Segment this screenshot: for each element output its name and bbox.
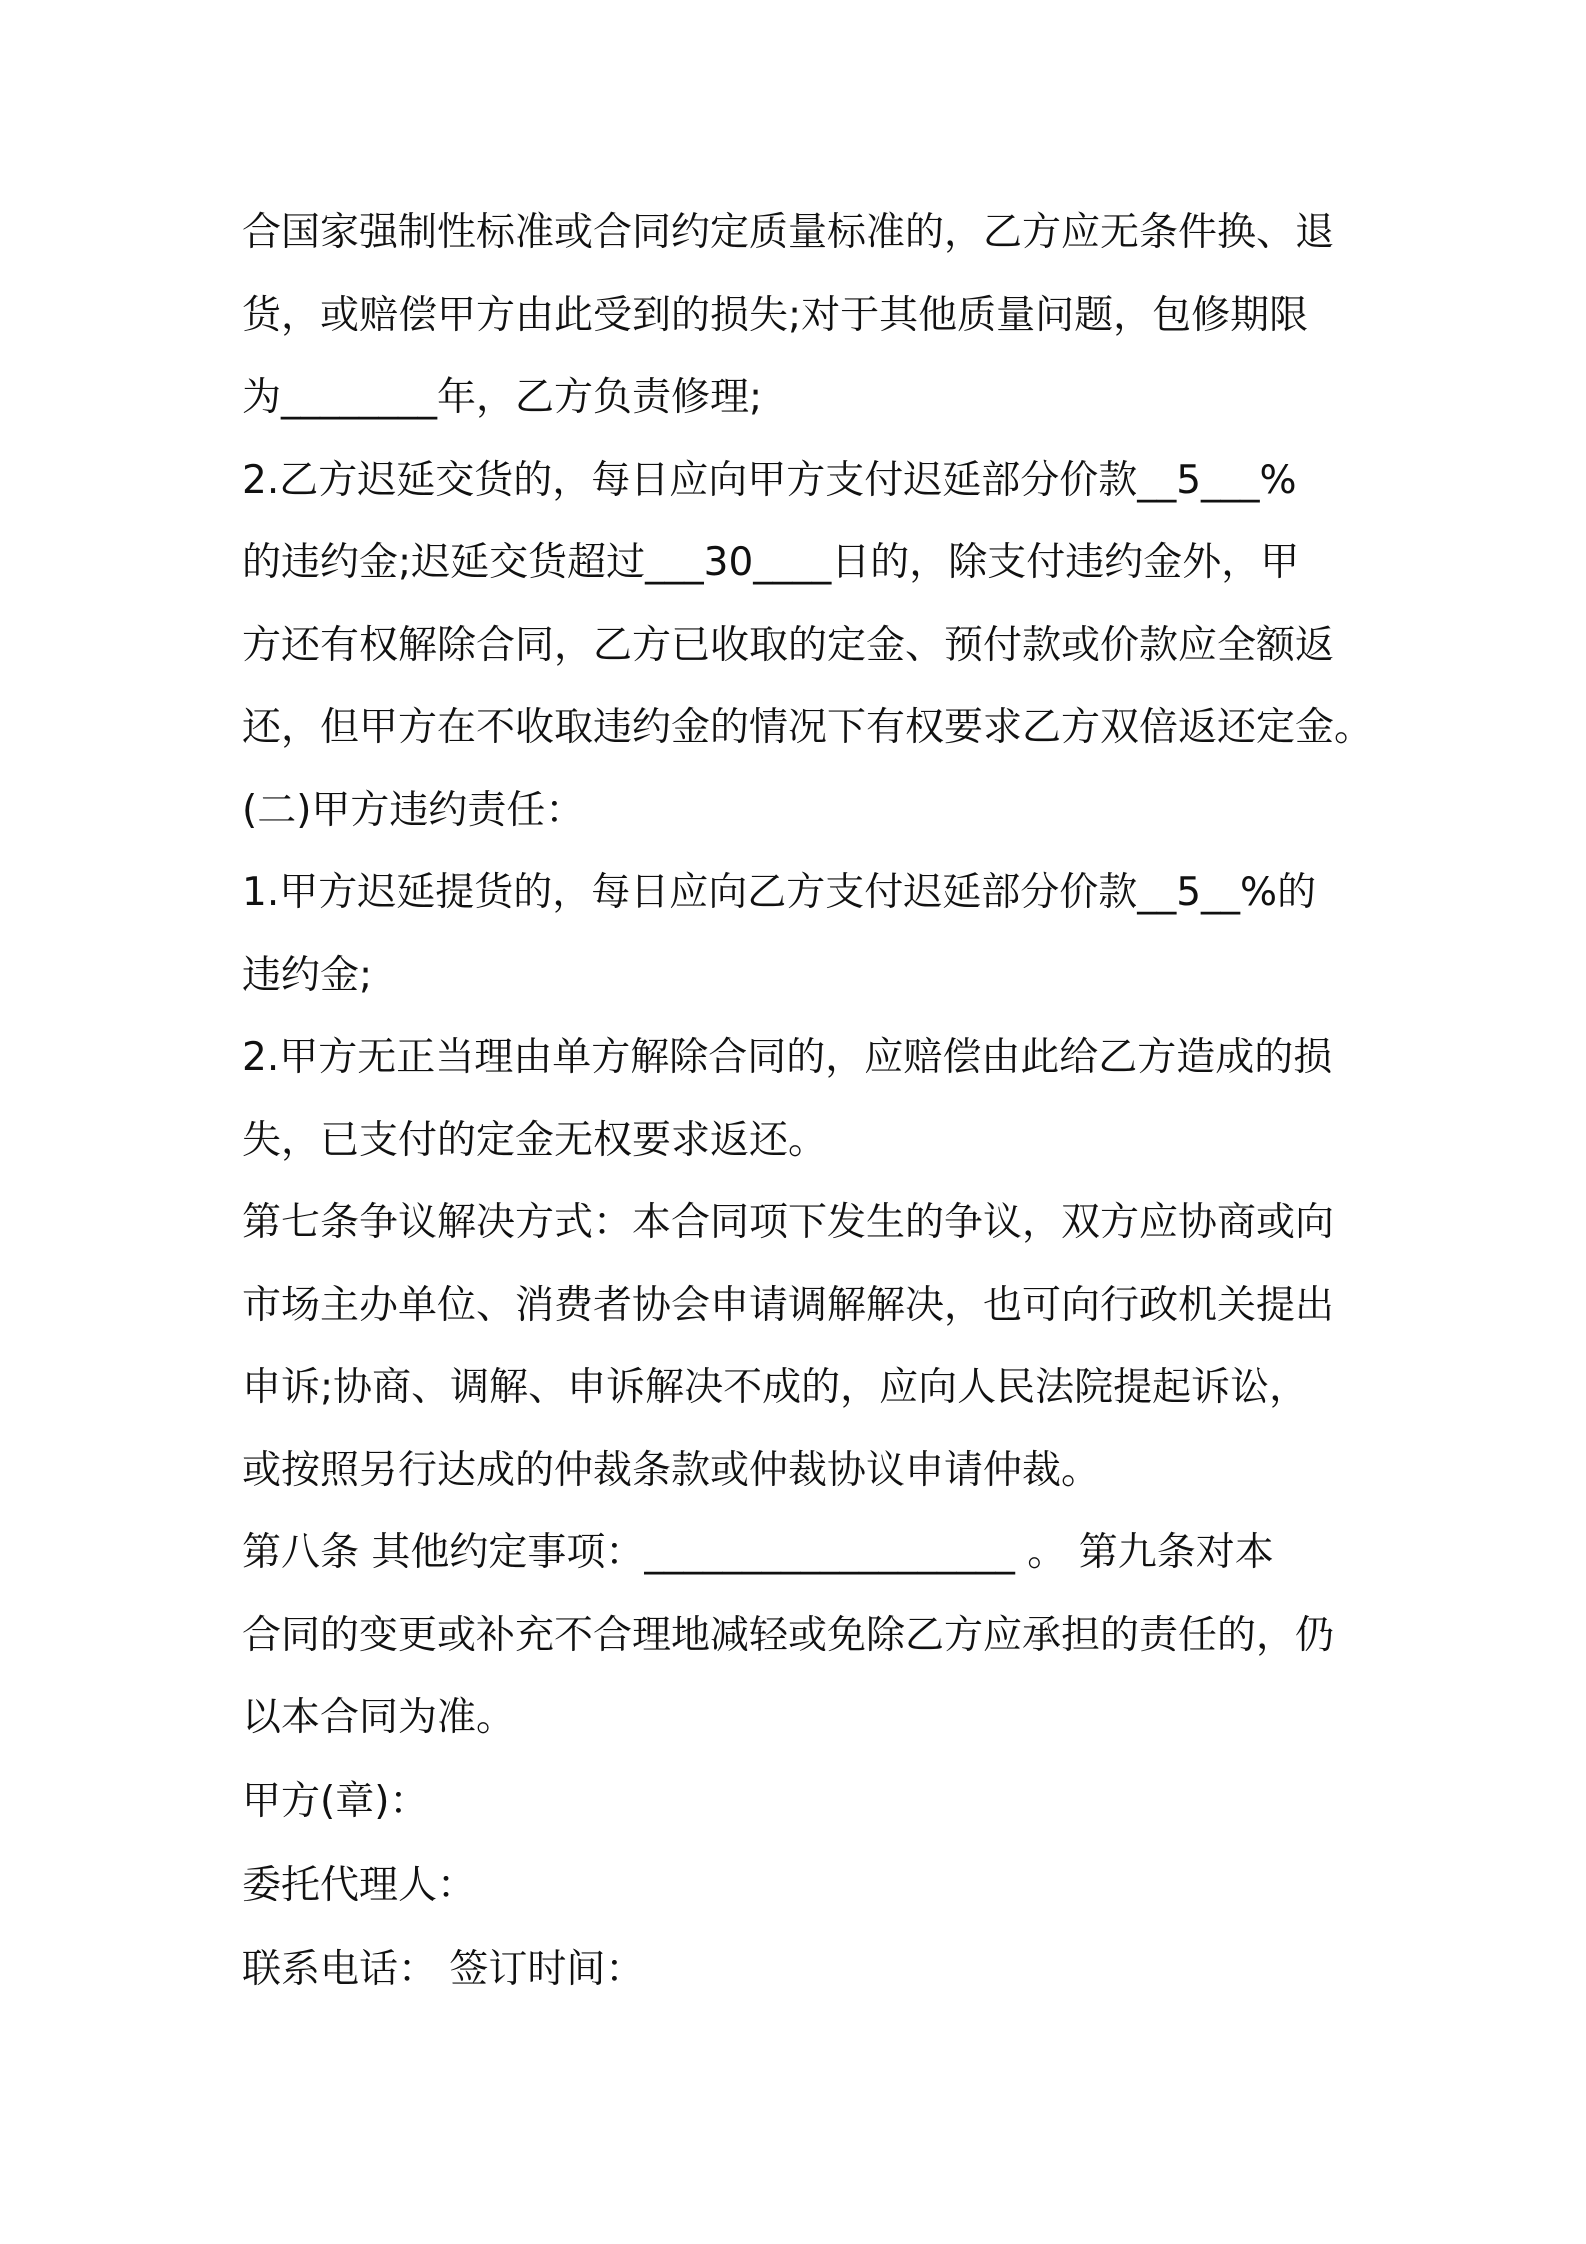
contract-line-4: 2.乙方迟延交货的，每日应向甲方支付迟延部分价款__5___% — [242, 457, 1297, 503]
authorized-agent-label: 委托代理人： — [242, 1862, 477, 1908]
contract-line-3: 为________年，乙方负责修理; — [242, 375, 763, 420]
contract-line-10: 违约金; — [242, 952, 373, 998]
signature-section — [242, 1760, 1352, 2012]
contract-line-19: 以本合同为准。 — [242, 1695, 516, 1740]
contact-and-signing-time-label: 联系电话： 签订时间： — [242, 1946, 645, 1992]
contract-line-17: 第八条 其他约定事项：___________________ 。 第九条对本 — [242, 1530, 1274, 1575]
contract-line-15: 申诉;协商、调解、申诉解决不成的，应向人民法院提起诉讼， — [242, 1365, 1309, 1410]
contract-line-6: 方还有权解除合同，乙方已收取的定金、预付款或价款应全额返 — [242, 622, 1335, 668]
contract-line-9: 1.甲方迟延提货的，每日应向乙方支付迟延部分价款__5__%的 — [242, 870, 1317, 915]
contract-line-14: 市场主办单位、消费者协会申请调解解决，也可向行政机关提出 — [242, 1282, 1335, 1328]
contract-line-2: 货，或赔偿甲方由此受到的损失;对于其他质量问题，包修期限 — [242, 292, 1309, 338]
party-a-seal-label: 甲方(章)： — [242, 1778, 429, 1824]
contract-line-5: 的违约金;迟延交货超过___30____日的，除支付违约金外，甲 — [242, 540, 1300, 585]
contract-line-12: 失，已支付的定金无权要求返还。 — [242, 1117, 828, 1163]
contract-line-16: 或按照另行达成的仲裁条款或仲裁协议申请仲裁。 — [242, 1447, 1101, 1493]
contract-body-text — [242, 192, 1374, 2012]
contract-line-7: 还，但甲方在不收取违约金的情况下有权要求乙方双倍返还定金。 — [242, 705, 1374, 750]
contract-line-8: (二)甲方违约责任： — [242, 787, 585, 833]
contract-line-11: 2.甲方无正当理由单方解除合同的，应赔偿由此给乙方造成的损 — [242, 1035, 1333, 1080]
contract-line-13: 第七条争议解决方式：本合同项下发生的争议，双方应协商或向 — [242, 1200, 1335, 1245]
contract-line-18: 合同的变更或补充不合理地减轻或免除乙方应承担的责任的，仍 — [242, 1612, 1335, 1658]
contract-line-1: 合国家强制性标准或合同约定质量标准的，乙方应无条件换、退 — [242, 210, 1335, 255]
